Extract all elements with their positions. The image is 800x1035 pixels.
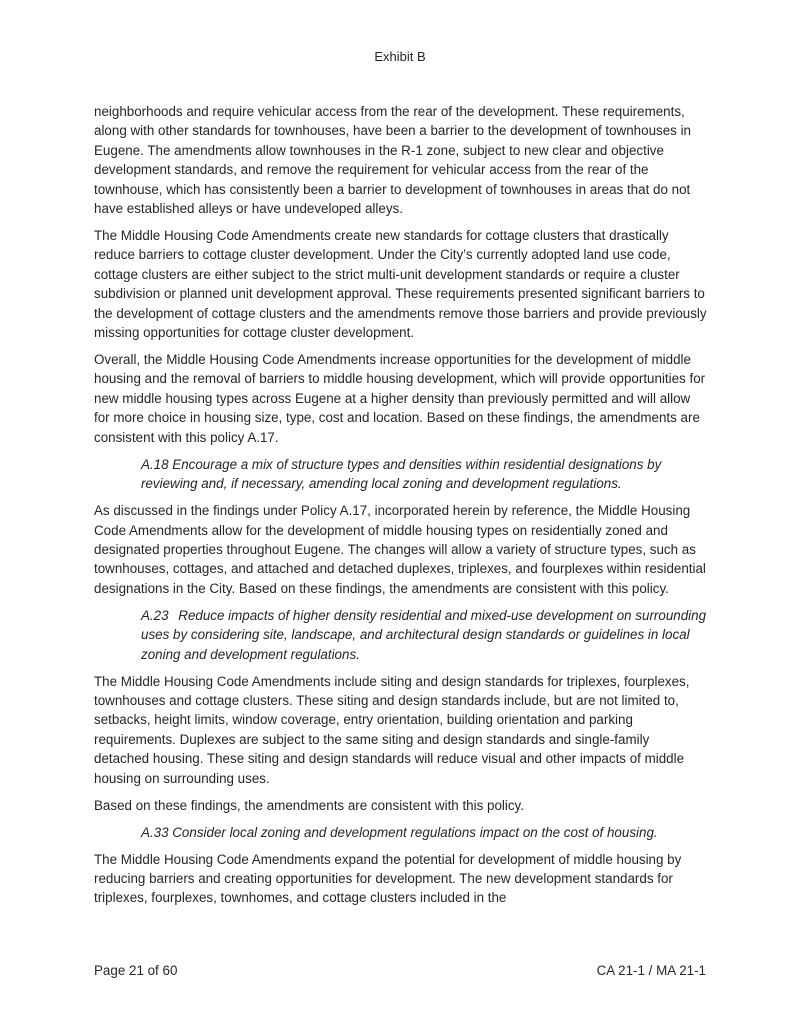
paragraph: The Middle Housing Code Amendments expand the potential for development of middle housing by reducing barriers and creating opportunities for development. The new development standards for triplexes, fourplexes, townhomes, and cottage clusters included in the — [94, 851, 682, 906]
page-header: Exhibit B — [374, 49, 426, 64]
case-number: CA 21-1 / MA 21-1 — [596, 963, 706, 978]
policy-quote — [141, 455, 708, 494]
paragraph: The Middle Housing Code Amendments create new standards for cottage clusters that drastically reduce barriers to cottage cluster development. Under the City’s currently adopted land use code, cottage clusters are either subject to the strict multi-unit development standards or require a cluster subdivision or planned unit development approval. These requirements presented significant barriers to the development of cottage clusters and the amendments remove those barriers and provide previously missing opportunities for cottage cluster development. — [94, 228, 707, 341]
paragraph: The Middle Housing Code Amendments include siting and design standards for triplexes, fourplexes, townhouses and cottage clusters. These siting and design standards include, but are not limited to, setbacks, height limits, window coverage, entry orientation, building orientation and parking requirements. Duplexes are subject to the same siting and design standards and single-family detached housing. These siting and design standards will reduce visual and other impacts of middle housing on surrounding uses. — [94, 673, 690, 786]
paragraph: Based on these findings, the amendments are consistent with this policy. — [94, 797, 524, 813]
document-body — [94, 102, 708, 915]
paragraph: neighborhoods and require vehicular access from the rear of the development. These requirements, along with other standards for townhouses, have been a barrier to the development of townhouses in Eugene. The amendments allow townhouses in the R-1 zone, subject to new clear and objective development standards, and remove the requirement for vehicular access from the rear of the townhouse, which has consistently been a barrier to development of townhouses in areas that do not have established alleys or have undeveloped alleys. — [94, 104, 692, 217]
paragraph: Overall, the Middle Housing Code Amendments increase opportunities for the development of middle housing and the removal of barriers to middle housing development, which will provide opportunities for new middle housing types across Eugene at a higher density than previously permitted and will allow for more choice in housing size, type, cost and location. Based on these findings, the amendments are consistent with this policy A.17. — [94, 352, 706, 445]
policy-number: A.23 — [141, 607, 169, 623]
policy-quote — [141, 823, 708, 842]
paragraph: As discussed in the findings under Policy A.17, incorporated herein by reference, the Middle Housing Code Amendments allow for the development of middle housing types on residentially zoned and designated properties throughout Eugene. The changes will allow a variety of structure types, such as townhouses, cottages, and attached and detached duplexes, triplexes, and fourplexes within residential designations in the City. Based on these findings, the amendments are consistent with this policy. — [94, 503, 706, 596]
policy-text: A.33 Consider local zoning and development regulations impact on the cost of housing. — [141, 824, 658, 840]
policy-text: Reduce impacts of higher density residential and mixed-use development on surrounding uses by considering site, landscape, and architectural design standards or guidelines in local zoning and development regulations. — [141, 607, 707, 662]
policy-text: A.18 Encourage a mix of structure types and densities within residential designations by reviewing and, if necessary, amending local zoning and development regulations. — [141, 456, 662, 492]
policy-quote — [141, 606, 708, 664]
page-number: Page 21 of 60 — [94, 963, 178, 978]
